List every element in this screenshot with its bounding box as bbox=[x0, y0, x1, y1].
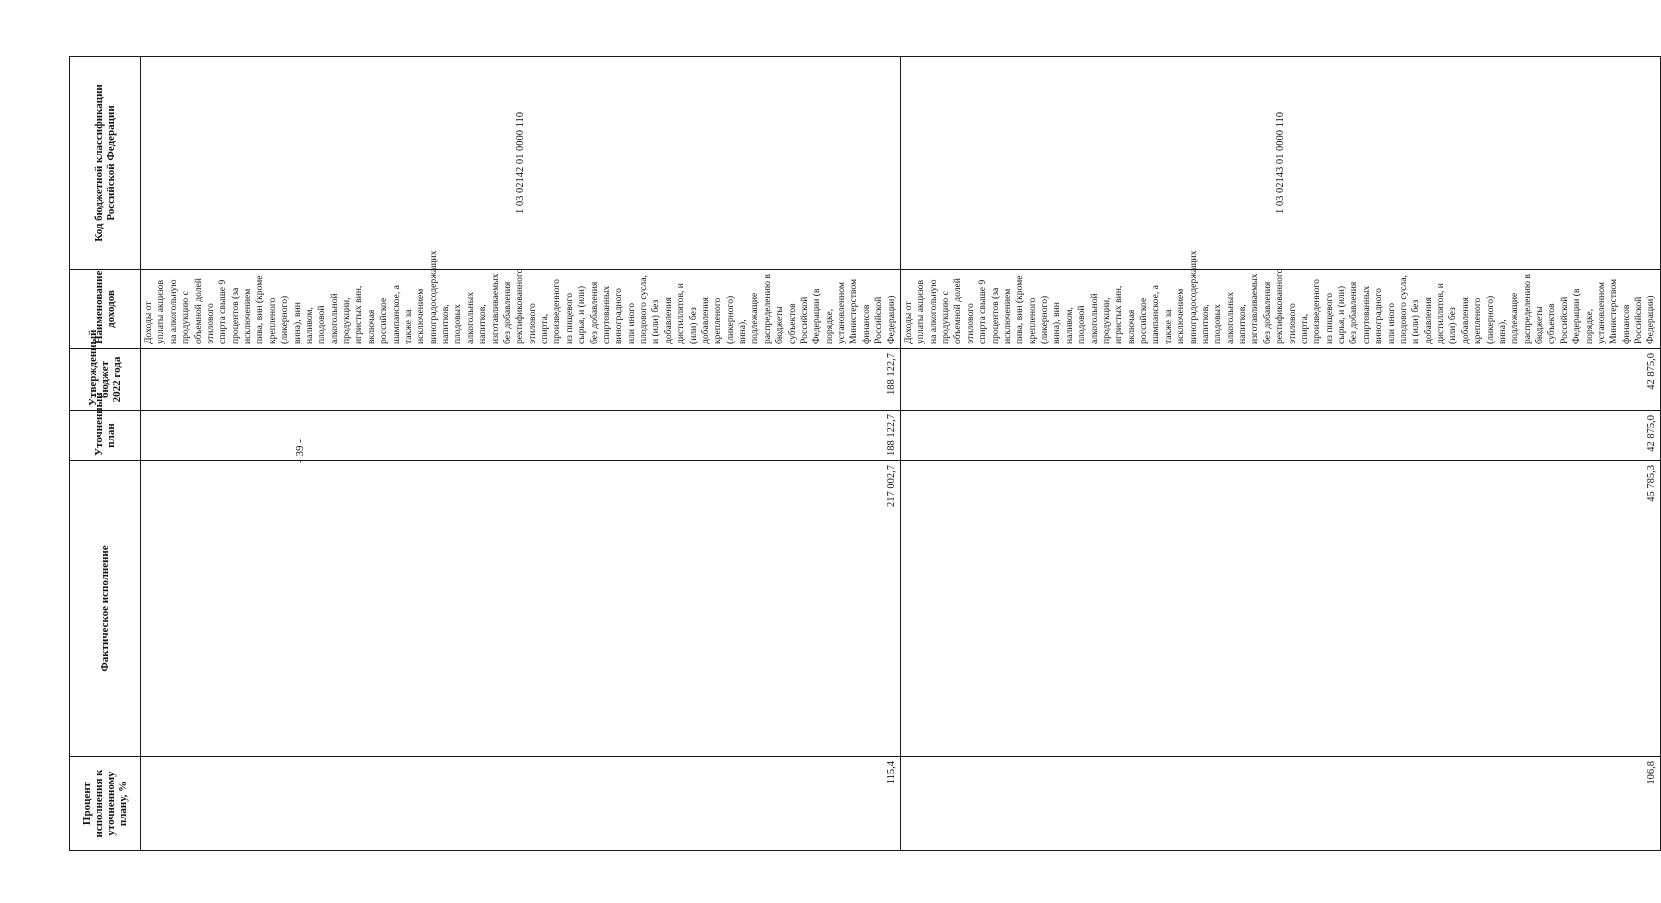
table-header-row bbox=[70, 57, 141, 851]
code-cell: 1 03 02143 01 0000 110 bbox=[900, 57, 1660, 270]
table-row bbox=[900, 57, 1660, 851]
header-code: Код бюджетной классификации Российской Федерации bbox=[70, 57, 141, 270]
header-actual: Фактическое исполнение bbox=[70, 461, 141, 757]
header-approved: Утвержденный бюджет 2022 года bbox=[70, 349, 141, 411]
updated-cell: 188 122,7 bbox=[141, 411, 901, 461]
name-cell: Доходы от уплаты акцизов на алкогольную продукцию с объемной долей этилового спирта свыше 9 процентов (за исключением пива, вин (кроме крепленого (ликерного) вина), вин наливом, плодовой алкогольной продукции, игристых вин, включая российское шампанское, а также за исключением виноградосодержащих напитков, плодовых алкогольных напитков, изготавливаемых без добавления ректификованного этилового спирта, произведенного из пищевого сырья, и (или) без добавления спиртованных виноградного или иного плодового сусла, и (или) без добавления дистиллятов, и (или) без добавления крепленого (ликерного) вина), подлежащие распределению в бюджеты субъектов Российской Федерации (в порядке, установленном Министерством финансов Российской Федерации) bbox=[141, 270, 901, 349]
header-updated: Уточненный план bbox=[70, 411, 141, 461]
actual-cell: 45 785,3 bbox=[900, 461, 1660, 757]
table-container bbox=[69, 57, 1657, 838]
name-cell: Доходы от уплаты акцизов на алкогольную продукцию с объемной долей этилового спирта свыше 9 процентов (за исключением пива, вин (кроме крепленого (ликерного) вина), вин наливом, плодовой алкогольной продукции, игристых вин, включая российское шампанское, а также за исключением виноградосодержащих напитков, плодовых алкогольных напитков, изготавливаемых без добавления ректификованного этилового спирта, произведенного из пищевого сырья, и (или) без добавления спиртованных виноградного или иного плодового сусла, и (или) без добавления дистиллятов, и (или) без добавления крепленого (ликерного) вина), подлежащие распределению в бюджеты субъектов Российской Федерации (в порядке, установленном Министерством финансов Российской Федерации) bbox=[900, 270, 1660, 349]
updated-cell: 42 875,0 bbox=[900, 411, 1660, 461]
percent-cell: 115,4 bbox=[141, 757, 901, 851]
percent-cell: 106,8 bbox=[900, 757, 1660, 851]
approved-cell: 42 875,0 bbox=[900, 349, 1660, 411]
header-name: Наименование доходов bbox=[70, 270, 141, 349]
code-cell: 1 03 02142 01 0000 110 bbox=[141, 57, 901, 270]
actual-cell: 217 002,7 bbox=[141, 461, 901, 757]
approved-cell: 188 122,7 bbox=[141, 349, 901, 411]
table-row bbox=[141, 57, 901, 851]
page-number: - 39 - bbox=[294, 439, 306, 463]
revenue-table bbox=[69, 56, 1661, 851]
header-percent: Процент исполнения к уточненному плану, % bbox=[70, 757, 141, 851]
